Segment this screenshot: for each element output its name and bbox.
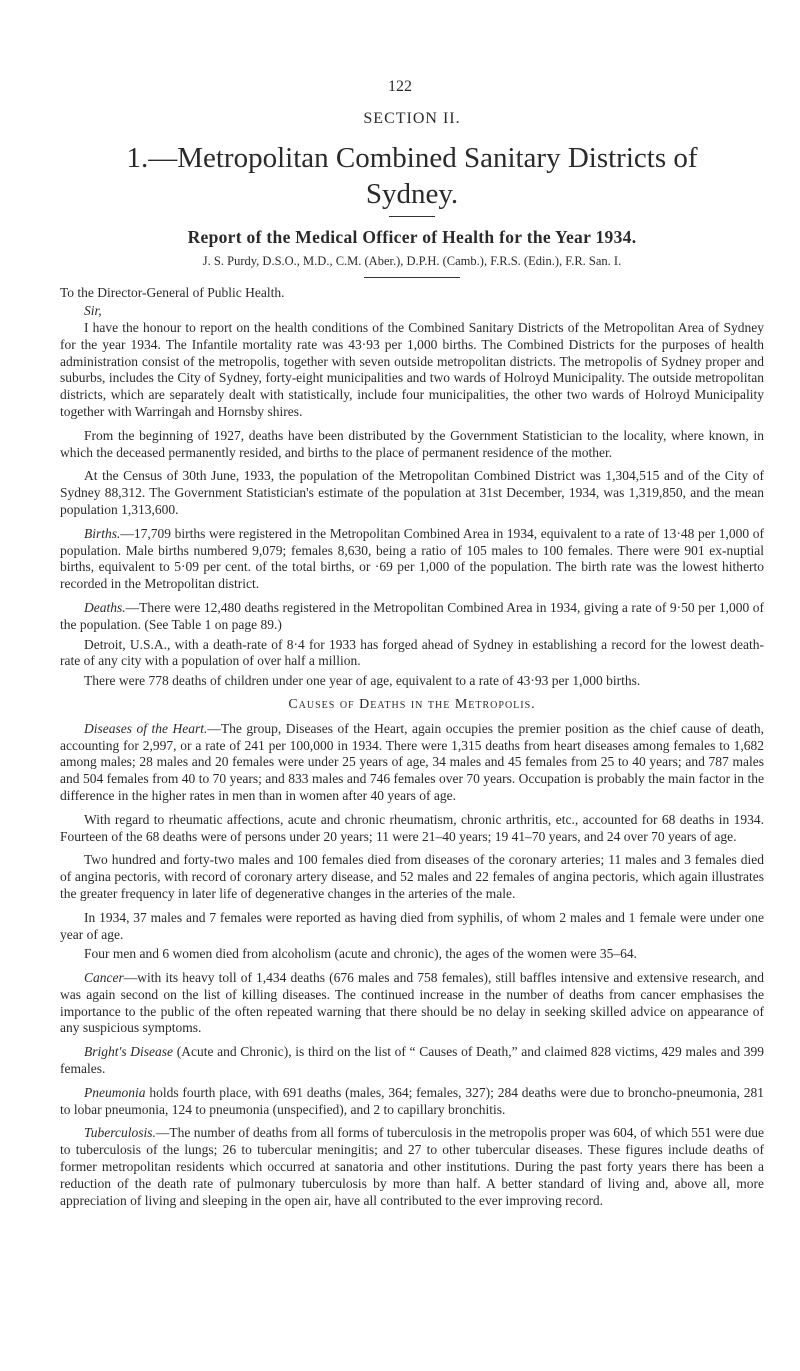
cancer-lead: Cancer: [84, 970, 124, 986]
paragraph-births: [60, 526, 764, 593]
tuberculosis-text: —The number of deaths from all forms of tuberculosis in the metropolis proper was 604, of which 551 were due to tuberculosis of the lungs; 26 to tubercular meningitis; and 27 to other tubercular diseases. These figures include deaths of former metropolitan residents which occurred at sanatoria and other institutions. During the past forty years there has been a reduction of the death rate of pulmonary tuberculosis by more than half. A better standard of living and, above all, more appreciation of living and sleeping in the open air, have all contributed to the ever improving record.: [60, 1125, 764, 1208]
paragraph-death-distribution: From the beginning of 1927, deaths have been distributed by the Government Statistician to the locality, where known, in which the deceased permanently resided, and births to the place of permanent residence of the mother.: [60, 427, 764, 460]
heart-lead: Diseases of the Heart.: [84, 720, 208, 736]
deaths-text: —There were 12,480 deaths registered in the Metropolitan Combined Area in 1934, giving a rate of 9·50 per 1,000 of the population. (See Table 1 on page 89.): [60, 599, 764, 632]
brights-text: (Acute and Chronic), is third on the list of “ Causes of Death,” and claimed 828 victims, 429 males and 399 females.: [60, 1044, 764, 1077]
pneumonia-lead: Pneumonia: [84, 1084, 146, 1100]
births-text: —17,709 births were registered in the Metropolitan Combined Area in 1934, equivalent to a rate of 13·48 per 1,000 of population. Male births numbered 9,079; females 8,630, being a ratio of 105 males to 100 females. There were 901 ex-nuptial births, equivalent to 5·09 per cent. of the total births, or ·69 per 1,000 of the population. The birth rate was the lowest hitherto recorded in the Metropolitan district.: [60, 525, 764, 592]
salutation: [60, 284, 764, 320]
births-lead: Births.: [84, 525, 121, 541]
main-title-line-1: 1.—Metropolitan Combined Sanitary Districts of: [126, 142, 698, 174]
section-heading: SECTION II.: [363, 110, 461, 127]
main-title: [60, 140, 764, 212]
paragraph-syphilis: In 1934, 37 males and 7 females were reported as having died from syphilis, of whom 2 males and 1 female were under one year of age.: [60, 909, 764, 942]
author-rule: [364, 277, 460, 278]
paragraph-population: At the Census of 30th June, 1933, the population of the Metropolitan Combined District was 1,304,515 and of the City of Sydney 88,312. The Government Statistician's estimate of the population at 31st December, 1934, was 1,319,850, and the mean population 1,313,600.: [60, 468, 764, 517]
paragraph-tuberculosis: [60, 1125, 764, 1209]
deaths-lead: Deaths.: [84, 599, 126, 615]
main-title-line-2: Sydney.: [365, 178, 459, 210]
tuberculosis-lead: Tuberculosis.: [84, 1125, 156, 1141]
paragraph-detroit: Detroit, U.S.A., with a death-rate of 8·4 for 1933 has forged ahead of Sydney in establishing a record for the lowest death-rate of any city with a population of over half a million.: [60, 636, 764, 669]
cancer-text: —with its heavy toll of 1,434 deaths (676 males and 758 females), still baffles intensive and extensive research, and was again second on the list of killing diseases. The continued increase in the number of deaths from cancer emphasises the importance to the public of the often repeated warning that there should be no delay in seeking skilled advice on appearance of any suspicious symptoms.: [60, 970, 764, 1036]
paragraph-pneumonia: [60, 1085, 764, 1119]
addressee: To the Director-General of Public Health.: [60, 285, 285, 300]
page-number: 122: [388, 78, 412, 95]
report-title: Report of the Medical Officer of Health for the Year 1934.: [187, 227, 637, 247]
paragraph-rheumatic: With regard to rheumatic affections, acute and chronic rheumatism, chronic arthritis, etc., accounted for 68 deaths in 1934. Fourteen of the 68 deaths were of persons under 20 years; 11 were 21–40 years; 19 41–70 years, and 24 over 70 years of age.: [60, 811, 764, 844]
greeting: Sir,: [84, 303, 102, 318]
pneumonia-text: holds fourth place, with 691 deaths (males, 364; females, 327); 284 deaths were due to broncho-pneumonia, 281 to lobar pneumonia, 124 to pneumonia (unspecified), and 2 to capillary bronchitis.: [60, 1084, 764, 1117]
paragraph-cancer: [60, 970, 764, 1037]
paragraph-heart-diseases: [60, 721, 764, 805]
causes-heading: Causes of Deaths in the Metropolis.: [288, 696, 536, 712]
paragraph-coronary: Two hundred and forty-two males and 100 females died from diseases of the coronary arteries; 11 males and 3 females died of angina pectoris, with record of coronary artery disease, and 52 males and 22 females of angina pectoris, which again illustrates the greater frequency in later life of degenerative changes in the arteries of the male.: [60, 852, 764, 901]
author-line: J. S. Purdy, D.S.O., M.D., C.M. (Aber.), D.P.H. (Camb.), F.R.S. (Edin.), F.R. San. I.: [202, 254, 622, 268]
paragraph-introduction: I have the honour to report on the health conditions of the Combined Sanitary Districts of the Metropolitan Area of Sydney for the year 1934. The Infantile mortality rate was 43·93 per 1,000 births. The Combined Districts for the purposes of health administration consist of the metropolis, together with seven outside metropolitan districts. The metropolis of Sydney proper and suburbs, includes the City of Sydney, forty-eight municipalities and two wards of Holroyd Municipality. The outside metropolitan districts, which are separately dealt with statistically, include four municipalities, the other two wards of Holroyd Municipality together with Warringah and Hornsby shires.: [60, 320, 764, 419]
title-rule: [389, 216, 435, 217]
report-body: [60, 320, 764, 1209]
heart-text: —The group, Diseases of the Heart, again occupies the premier position as the chief cause of death, accounting for 2,997, or a rate of 241 per 100,000 in 1934. There were 1,315 deaths from heart diseases among females to 1,682 among males; 28 males and 20 females were under 25 years of age, 34 males and 45 females from 25 to 40 years; and 787 males and 504 females from 40 to 70 years; and 833 males and 746 females over 70 years. Occupation is probably the main factor in the difference in the higher rates in men than in women after 40 years of age.: [60, 720, 765, 803]
brights-lead: Bright's Disease: [84, 1044, 174, 1060]
paragraph-brights-disease: [60, 1044, 764, 1078]
paragraph-deaths: [60, 600, 764, 634]
paragraph-infant-deaths: There were 778 deaths of children under one year of age, equivalent to a rate of 43·93 per 1,000 births.: [84, 673, 641, 689]
paragraph-alcoholism: Four men and 6 women died from alcoholism (acute and chronic), the ages of the women were 35–64.: [84, 946, 637, 962]
